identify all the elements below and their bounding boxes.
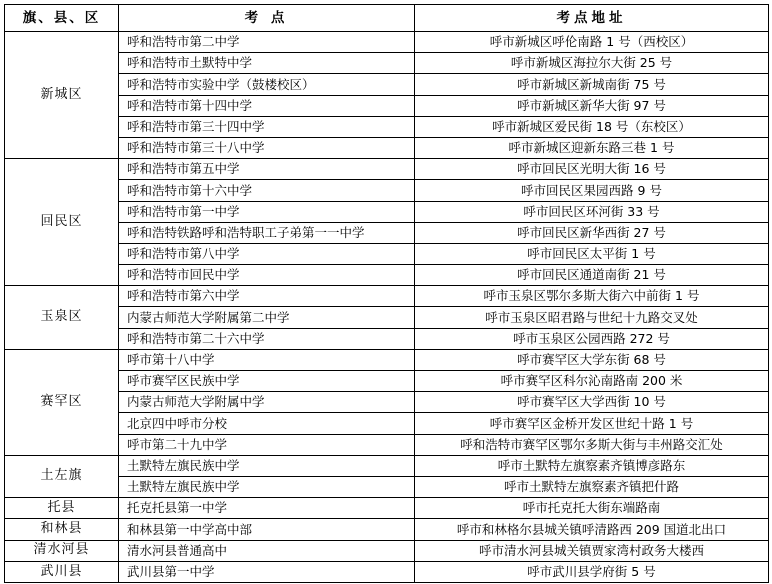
table-row [5,222,769,243]
address-cell: 呼市新城区爱民街 18 号（东校区） [415,116,769,137]
address-cell: 呼市玉泉区昭君路与世纪十九路交叉处 [415,307,769,328]
address-cell: 呼市回民区太平街 1 号 [415,243,769,264]
column-header-region: 旗、县、区 [5,5,119,32]
site-cell: 呼和浩特市第五中学 [119,159,415,180]
site-cell: 呼和浩特市土默特中学 [119,53,415,74]
region-cell: 赛罕区 [5,349,119,455]
site-cell: 呼市第十八中学 [119,349,415,370]
table-row [5,74,769,95]
address-cell: 呼市玉泉区公园西路 272 号 [415,328,769,349]
site-cell: 呼和浩特市回民中学 [119,265,415,286]
table-row [5,434,769,455]
address-cell: 呼市回民区光明大街 16 号 [415,159,769,180]
region-cell: 和林县 [5,519,119,540]
address-cell: 呼市清水河县城关镇贾家湾村政务大楼西 [415,540,769,561]
table-row [5,413,769,434]
column-header-site: 考 点 [119,5,415,32]
site-cell: 呼和浩特市第二中学 [119,32,415,53]
address-cell: 呼市回民区果园西路 9 号 [415,180,769,201]
site-cell: 呼和浩特市第六中学 [119,286,415,307]
table-row [5,561,769,582]
region-cell: 土左旗 [5,455,119,497]
region-cell: 回民区 [5,159,119,286]
table-row [5,95,769,116]
table-row [5,349,769,370]
region-cell: 托县 [5,498,119,519]
table-row [5,540,769,561]
address-cell: 呼市赛罕区金桥开发区世纪十路 1 号 [415,413,769,434]
table-header-row [5,5,769,32]
table-row [5,201,769,222]
table-row [5,371,769,392]
site-cell: 呼和浩特铁路呼和浩特职工子弟第一一中学 [119,222,415,243]
address-cell: 呼市新城区迎新东路三巷 1 号 [415,137,769,158]
table-row [5,328,769,349]
address-cell: 呼市赛罕区大学西街 10 号 [415,392,769,413]
site-cell: 土默特左旗民族中学 [119,455,415,476]
table-row [5,498,769,519]
address-cell: 呼市新城区海拉尔大街 25 号 [415,53,769,74]
site-cell: 土默特左旗民族中学 [119,476,415,497]
address-cell: 呼市回民区通道南街 21 号 [415,265,769,286]
column-header-address: 考点地址 [415,5,769,32]
region-cell: 武川县 [5,561,119,582]
table-row [5,243,769,264]
site-cell: 呼和浩特市第八中学 [119,243,415,264]
region-cell: 新城区 [5,32,119,159]
table-row [5,265,769,286]
site-cell: 内蒙古师范大学附属中学 [119,392,415,413]
site-cell: 呼和浩特市第三十八中学 [119,137,415,158]
site-cell: 呼和浩特市第一中学 [119,201,415,222]
table-row [5,307,769,328]
table-row [5,180,769,201]
table-row [5,159,769,180]
region-cell: 玉泉区 [5,286,119,350]
table-row [5,32,769,53]
address-cell: 呼市新城区呼伦南路 1 号（西校区） [415,32,769,53]
site-cell: 托克托县第一中学 [119,498,415,519]
site-cell: 北京四中呼市分校 [119,413,415,434]
site-cell: 呼和浩特市第三十四中学 [119,116,415,137]
address-cell: 呼市和林格尔县城关镇呼清路西 209 国道北出口 [415,519,769,540]
table-row [5,455,769,476]
address-cell: 呼市回民区新华西街 27 号 [415,222,769,243]
table-row [5,137,769,158]
table-row [5,116,769,137]
site-cell: 武川县第一中学 [119,561,415,582]
site-cell: 和林县第一中学高中部 [119,519,415,540]
address-cell: 呼市托克托大街东端路南 [415,498,769,519]
table-body [5,32,769,583]
table-row [5,286,769,307]
address-cell: 呼市新城区新华大街 97 号 [415,95,769,116]
address-cell: 呼市赛罕区科尔沁南路南 200 米 [415,371,769,392]
site-cell: 呼市赛罕区民族中学 [119,371,415,392]
table-row [5,476,769,497]
address-cell: 呼和浩特市赛罕区鄂尔多斯大街与丰州路交汇处 [415,434,769,455]
table-row [5,392,769,413]
address-cell: 呼市玉泉区鄂尔多斯大街六中前街 1 号 [415,286,769,307]
site-cell: 呼和浩特市实验中学（鼓楼校区） [119,74,415,95]
region-cell: 清水河县 [5,540,119,561]
table-row [5,519,769,540]
address-cell: 呼市回民区环河街 33 号 [415,201,769,222]
site-cell: 呼和浩特市第十四中学 [119,95,415,116]
address-cell: 呼市武川县学府街 5 号 [415,561,769,582]
table-row [5,53,769,74]
address-cell: 呼市新城区新城南街 75 号 [415,74,769,95]
site-cell: 呼和浩特市第十六中学 [119,180,415,201]
site-cell: 呼市第二十九中学 [119,434,415,455]
exam-sites-table [4,4,769,583]
table-header [5,5,769,32]
site-cell: 呼和浩特市第二十六中学 [119,328,415,349]
address-cell: 呼市土默特左旗察素齐镇把什路 [415,476,769,497]
site-cell: 清水河县普通高中 [119,540,415,561]
address-cell: 呼市赛罕区大学东街 68 号 [415,349,769,370]
site-cell: 内蒙古师范大学附属第二中学 [119,307,415,328]
address-cell: 呼市土默特左旗察素齐镇博彦路东 [415,455,769,476]
